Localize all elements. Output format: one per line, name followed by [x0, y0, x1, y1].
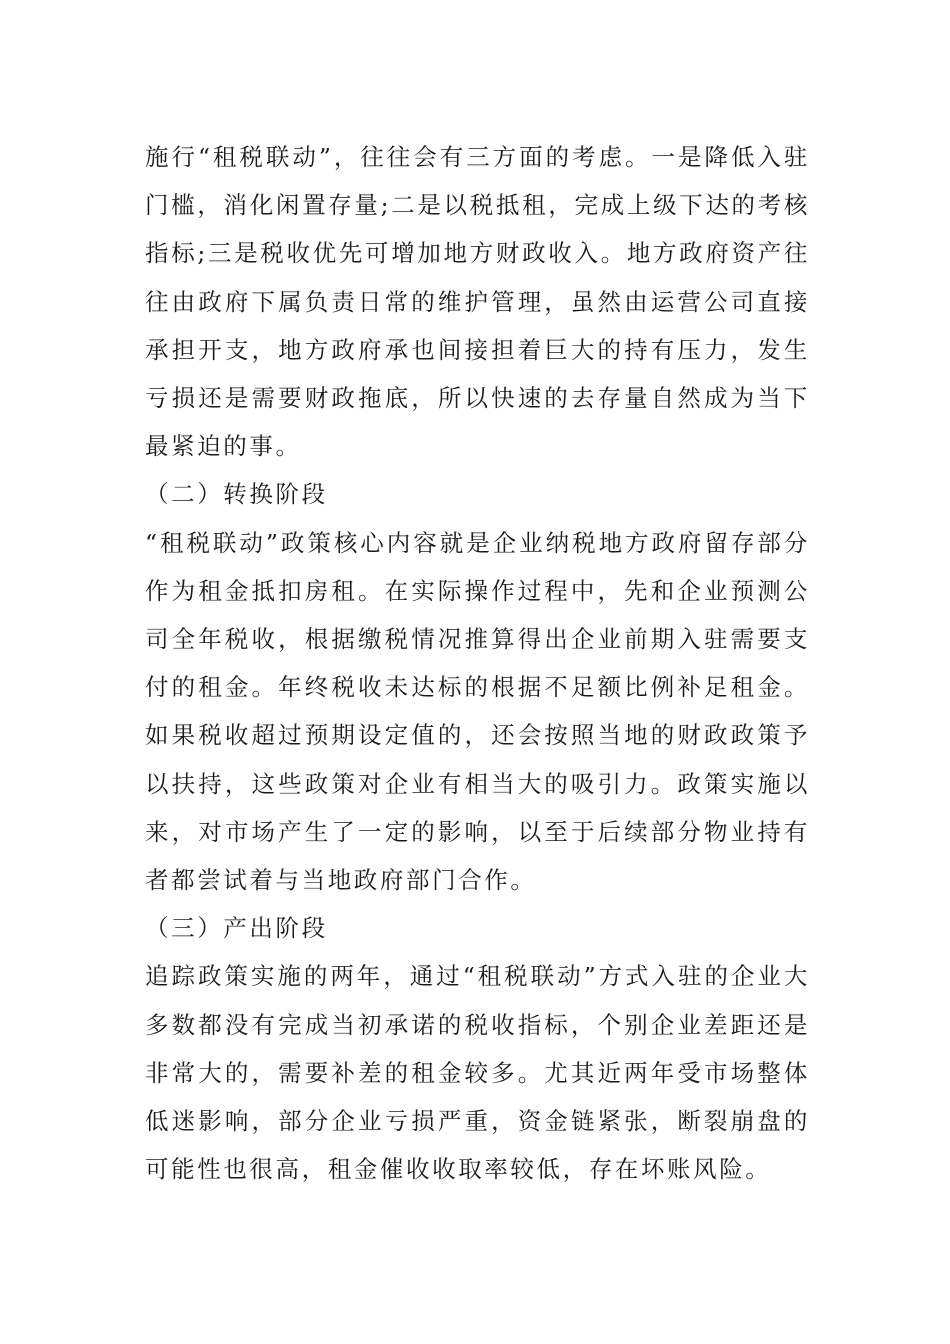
section-heading-conversion-stage: （二）转换阶段 [145, 480, 328, 509]
paragraph-considerations: 施行“租税联动”，往往会有三方面的考虑。一是降低入驻门槛，消化闲置存量;二是以税抵租，完成上级下达的考核指标;三是税收优先可增加地方财政收入。地方政府资产往往由政府下属负责日常的维护管理，虽然由运营公司直接承担开支，地方政府承也间接担着巨大的持有压力，发生亏损还是需要财政拖底，所以快速的去存量自然成为当下最紧迫的事。 [145, 143, 810, 461]
paragraph-policy-tracking: 追踪政策实施的两年，通过“租税联动”方式入驻的企业大多数都没有完成当初承诺的税收指标，个别企业差距还是非常大的，需要补差的租金较多。尤其近两年受市场整体低迷影响，部分企业亏损严重，资金链紧张，断裂崩盘的可能性也很高，租金催收收取率较低，存在坏账风险。 [145, 962, 810, 1184]
document-body [145, 133, 810, 1193]
section-heading-output-stage: （三）产出阶段 [145, 914, 328, 943]
paragraph-policy-content: “租税联动”政策核心内容就是企业纳税地方政府留存部分作为租金抵扣房租。在实际操作过程中，先和企业预测公司全年税收，根据缴税情况推算得出企业前期入驻需要支付的租金。年终税收未达标的根据不足额比例补足租金。如果税收超过预期设定值的，还会按照当地的财政政策予以扶持，这些政策对企业有相当大的吸引力。政策实施以来，对市场产生了一定的影响，以至于后续部分物业持有者都尝试着与当地政府部门合作。 [145, 528, 810, 895]
